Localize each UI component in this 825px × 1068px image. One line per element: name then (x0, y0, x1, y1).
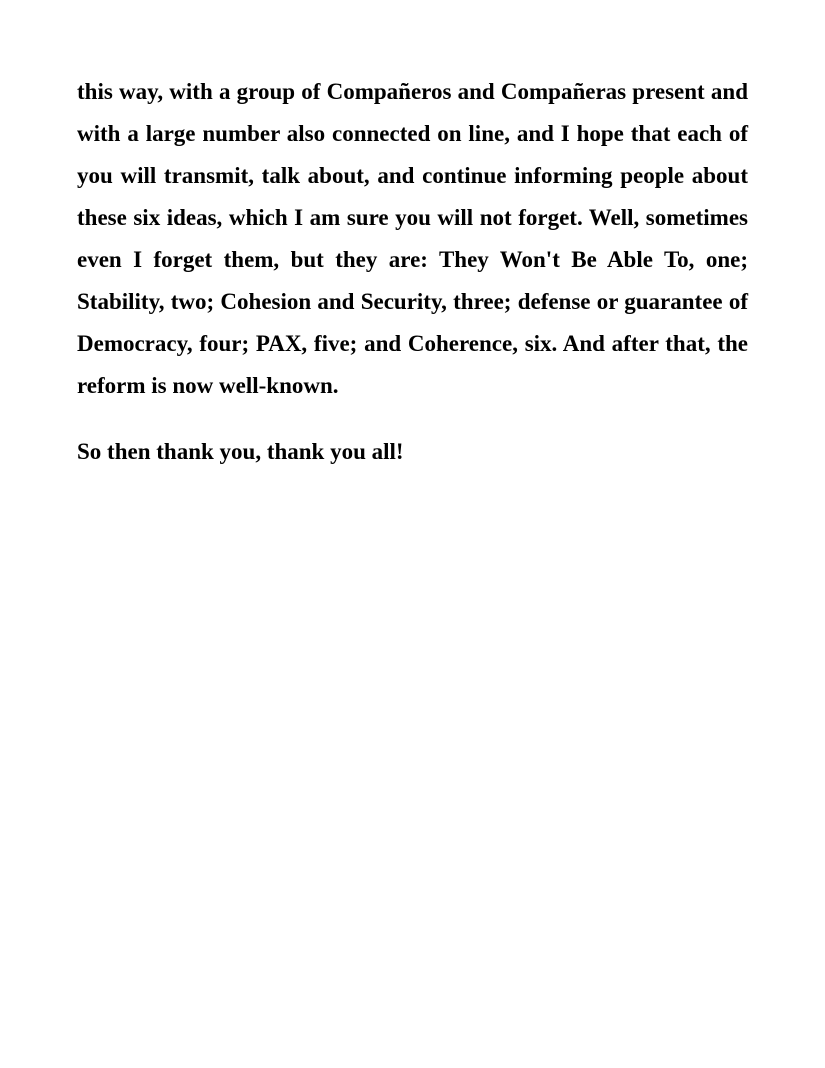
body-paragraph: this way, with a group of Compañeros and Compañeras present and with a large number also connected on line, and I hope that each of you will transmit, talk about, and continue informing people about these six ideas, which I am sure you will not forget. Well, sometimes even I forget them, but they are: They Won't Be Able To, one; Stability, two; Cohesion and Security, three; defense or guarantee of Democracy, four; PAX, five; and Coherence, six. And after that, the reform is now well-known. (77, 79, 748, 398)
document-body (77, 71, 748, 473)
closing-paragraph: So then thank you, thank you all! (77, 439, 404, 464)
